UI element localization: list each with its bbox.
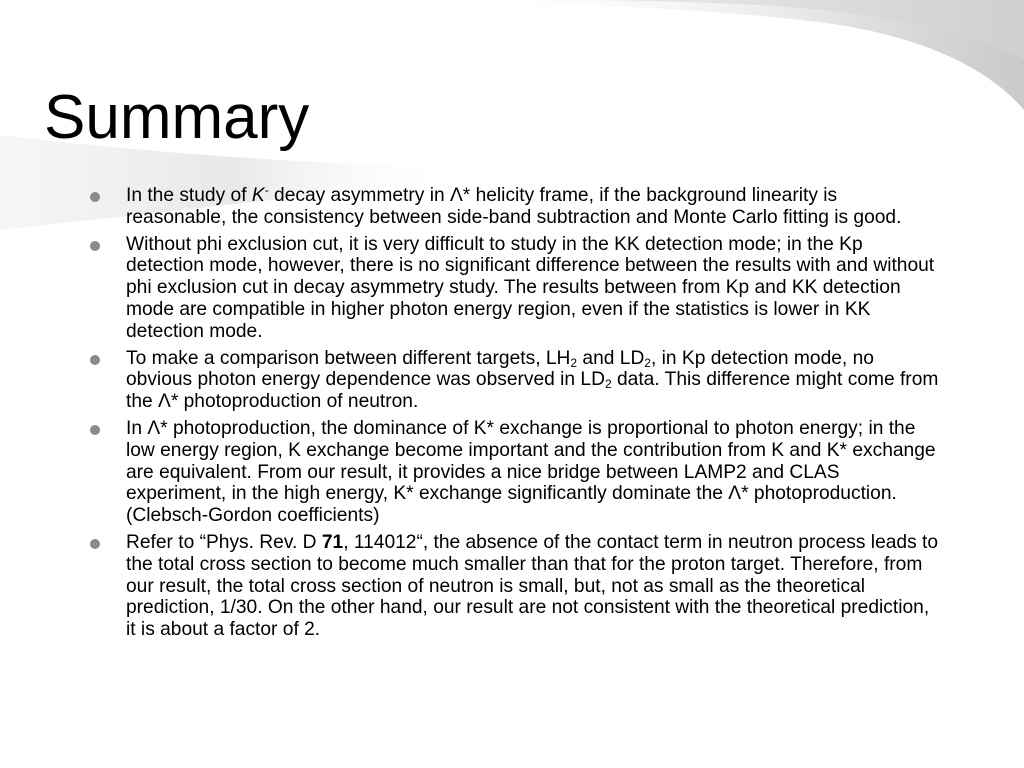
slide-title: Summary: [44, 83, 310, 152]
bullet-item: [90, 185, 940, 229]
bullet-dot-icon: [90, 425, 100, 435]
bullet-dot-icon: [90, 539, 100, 549]
bullet-text: In the study of K- decay asymmetry in Λ* helicity frame, if the background linearity is reasonable, the consistency between side-band subtraction and Monte Carlo fitting is good.: [126, 183, 902, 228]
bullet-text: Without phi exclusion cut, it is very difficult to study in the KK detection mode; in the Kp detection mode, however, there is no significant difference between the results with and without phi exclusion cut in decay asymmetry study. The results between from Kp and KK detection mode are compatible in higher photon energy region, even if the statistics is lower in KK detection mode.: [126, 233, 935, 342]
bullet-list: [90, 185, 940, 646]
bullet-text: In Λ* photoproduction, the dominance of K* exchange is proportional to photon energy; in the low energy region, K exchange become important and the contribution from K and K* exchange are equivalent. From our result, it provides a nice bridge between LAMP2 and CLAS experiment, in the high energy, K* exchange significantly dominate the Λ* photoproduction. (Clebsch-Gordon coefficients): [126, 417, 936, 527]
bullet-text: To make a comparison between different targets, $LH_2$ and $LD_2$, in Kp detection mode, no obvious photon energy dependence was observed in $LD_2$ data. This difference might come from the Λ* photoproduction of neutron.: [126, 347, 939, 413]
bullet-item: [90, 532, 940, 641]
bullet-item: [90, 418, 940, 527]
bullet-item: [90, 234, 940, 343]
bullet-item: [90, 348, 940, 413]
bullet-text: Refer to “Phys. Rev. D 71, 114012“, the absence of the contact term in neutron process leads to the total cross section to become much smaller than that for the proton target. Therefore, from our result, the total cross section of neutron is small, but, not as small as the theoretical prediction, 1/30. On the other hand, our result are not consistent with the theoretical prediction, it is about a factor of 2.: [126, 531, 939, 641]
bullet-dot-icon: [90, 241, 100, 251]
bullet-dot-icon: [90, 355, 100, 365]
bullet-dot-icon: [90, 192, 100, 202]
